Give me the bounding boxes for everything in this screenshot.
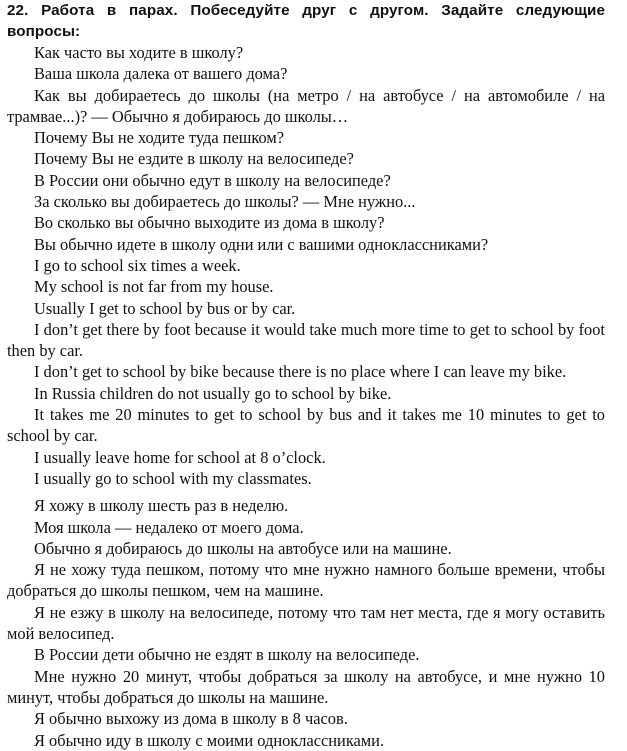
russian-translation-line: Я не хожу туда пешком, потому что мне нужно намного больше времени, чтобы добраться до школы пешком, чем на машине. — [7, 560, 605, 601]
english-answer-line: I usually go to school with my classmates. — [34, 468, 312, 488]
russian-translation-line: Моя школа — недалеко от моего дома. — [34, 517, 304, 537]
english-answer-line: I don’t get to school by bike because there is no place where I can leave my bike. — [34, 362, 567, 382]
question-line: Во сколько вы обычно выходите из дома в школу? — [34, 213, 385, 233]
question-line: Ваша школа далека от вашего дома? — [34, 64, 288, 84]
english-answer-line: It takes me 20 minutes to get to school by bus and it takes me 10 minutes to get to school by car. — [7, 405, 605, 446]
question-line: Как часто вы ходите в школу? — [34, 43, 244, 62]
exercise-number: 22. — [7, 2, 29, 19]
russian-translation-line: Я обычно иду в школу с моими одноклассниками. — [34, 730, 385, 750]
english-answer-line: Usually I get to school by bus or by car. — [34, 298, 296, 318]
question-line: За сколько вы добираетесь до школы? — Мне нужно... — [34, 192, 416, 212]
english-answer-line: I go to school six times a week. — [34, 255, 241, 275]
english-answer-line: I don’t get there by foot because it would take much more time to get to school by foot then by car. — [7, 319, 605, 361]
russian-translation-line: Обычно я добираюсь до школы на автобусе или на машине. — [34, 538, 452, 558]
russian-translation-line: В России дети обычно не ездят в школу на велосипеде. — [34, 645, 420, 665]
english-answer-line: I usually leave home for school at 8 o’clock. — [34, 447, 326, 467]
question-line: Вы обычно идете в школу одни или с вашими одноклассниками? — [34, 234, 489, 254]
exercise-title: Работа в парах. Побеседуйте друг с другом. Задайте следующие вопросы: — [7, 2, 605, 40]
question-line: Почему Вы не ездите в школу на велосипеде? — [34, 149, 354, 169]
question-line: Почему Вы не ходите туда пешком? — [34, 128, 285, 148]
russian-translation-line: Мне нужно 20 минут, чтобы добраться за школу на автобусе, и мне нужно 10 минут, чтобы добраться до школы на машине. — [7, 666, 605, 707]
question-line: В России они обычно едут в школу на велосипеде? — [34, 170, 391, 190]
russian-translation-line: Я хожу в школу шесть раз в неделю. — [34, 496, 289, 516]
english-answer-line: My school is not far from my house. — [34, 277, 274, 297]
question-line: Как вы добираетесь до школы (на метро / на автобусе / на автомобиле / на трамвае...)? — Обычно я добираюсь до школы… — [7, 85, 605, 126]
russian-translation-line: Я обычно выхожу из дома в школу в 8 часов. — [34, 709, 348, 729]
russian-translation-line: Я не езжу в школу на велосипеде, потому что там нет места, где я могу оставить мой велосипед. — [7, 602, 605, 644]
english-answer-line: In Russia children do not usually go to school by bike. — [34, 383, 392, 403]
exercise-heading — [7, 0, 605, 42]
